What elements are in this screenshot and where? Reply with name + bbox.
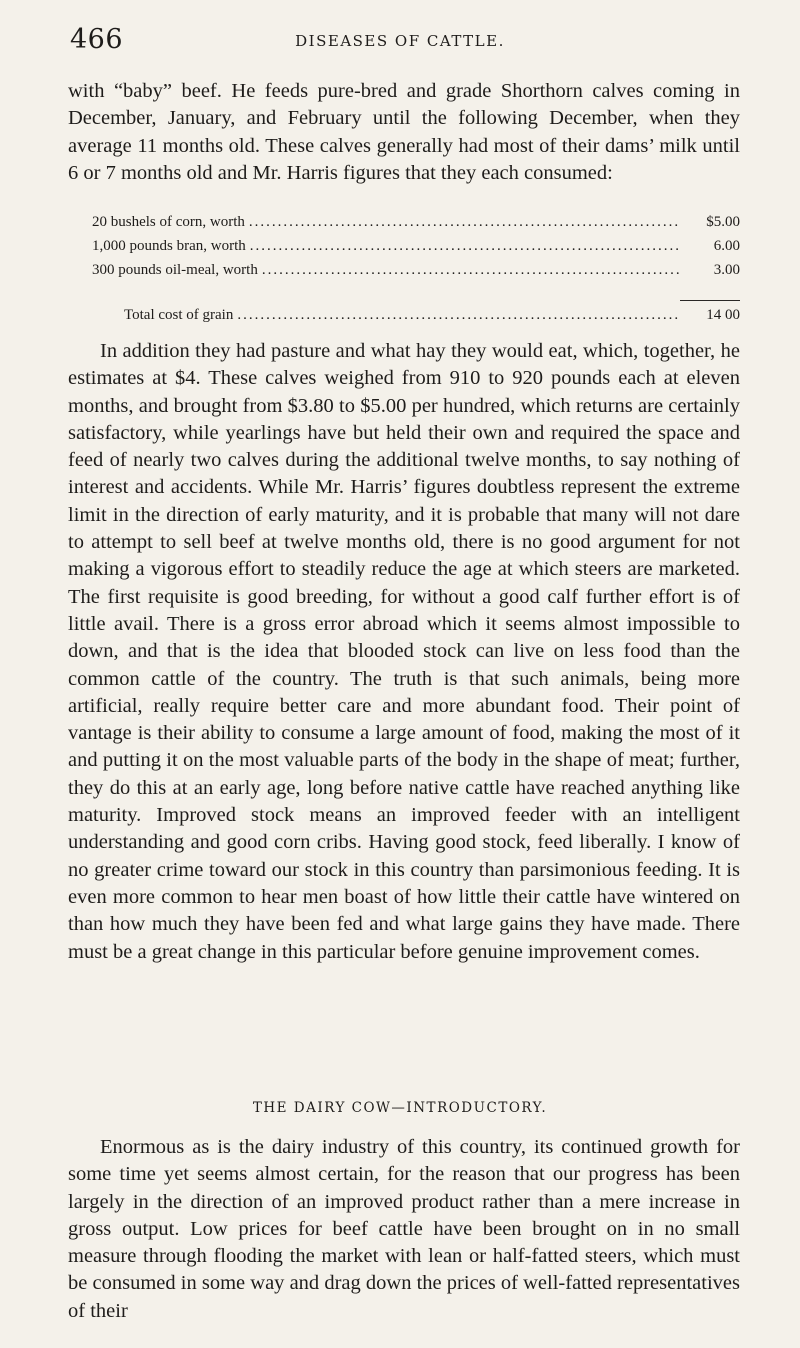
ledger-total-amount: 14 00 (706, 307, 740, 323)
ledger-label: 300 pounds oil-meal, worth (92, 262, 258, 278)
paragraph-1-block (68, 78, 740, 187)
paragraph-1: with “baby” beef. He feeds pure-bred and grade Shorthorn calves coming in December, January, and February until the following December, when they average 11 months old. These calves generally had most of their dams’ milk until 6 or 7 months old and Mr. Harris figures that they each consumed: (68, 80, 740, 184)
paragraph-3-block (68, 1134, 740, 1325)
ledger-total-label: Total cost of grain (124, 307, 234, 323)
ledger-amount: $5.00 (706, 214, 740, 230)
ledger-row-bran (92, 238, 740, 262)
ledger-label: 20 bushels of corn, worth (92, 214, 245, 230)
leader-dots (262, 262, 680, 279)
leader-dots (250, 238, 680, 255)
cost-ledger (92, 214, 740, 331)
section-heading: THE DAIRY COW—INTRODUCTORY. (252, 1100, 548, 1116)
page-number: 466 (70, 24, 124, 55)
ledger-row-oil-meal (92, 262, 740, 286)
total-rule (680, 300, 740, 301)
paragraph-2: In addition they had pasture and what hay they would eat, which, together, he estimates at $4. These calves weighed from 910 to 920 pounds each at eleven months, and brought from $3.80 to $5.00 per hundred, which returns are certainly satisfactory, while yearlings have but held their own and required the space and feed of nearly two calves during the additional twelve months, to say nothing of interest and accidents. While Mr. Harris’ figures doubtless represent the extreme limit in the direction of early maturity, and it is probable that many will not dare to attempt to sell beef at twelve months old, there is no good argument for not making a vigorous effort to steadily reduce the age at which steers are marketed. The first requisite is good breeding, for without a good calf further effort is of little avail. There is a gross error abroad which it seems almost impossible to down, and that is the idea that blooded stock can live on less food than the common cattle of the country. The truth is that such animals, being more artificial, really require better care and more abundant food. Their point of vantage is their ability to consume a large amount of food, making the most of it and putting it on the most valuable parts of the body in the shape of meat; further, they do this at an early age, long before native cattle have reached anything like maturity. Improved stock means an improved feeder with an intelligent understanding and good corn cribs. Having good stock, feed liberally. I know of no greater crime toward our stock in this country than parsimonious feeding. It is even more common to hear men boast of how little their cattle have wintered on than how much they have been fed and what large gains they have made. There must be a great change in this particular before genuine improvement comes. (68, 340, 740, 963)
running-head: DISEASES OF CATTLE. (295, 32, 505, 50)
paragraph-2-block (68, 338, 740, 966)
leader-dots (237, 307, 680, 324)
ledger-row-corn (92, 214, 740, 238)
ledger-row-total (124, 307, 740, 331)
page-header (0, 24, 800, 64)
paragraph-3: Enormous as is the dairy industry of this country, its continued growth for some time yet seems almost certain, for the reason that our progress has been largely in the direction of an improved product rather than a mere increase in gross output. Low prices for beef cattle have been brought on in no small measure through flooding the market with lean or half-fatted steers, which must be consumed in some way and drag down the prices of well-fatted representatives of their (68, 1136, 740, 1322)
ledger-label: 1,000 pounds bran, worth (92, 238, 246, 254)
leader-dots (249, 214, 680, 231)
ledger-amount: 3.00 (713, 262, 740, 278)
ledger-amount: 6.00 (713, 238, 740, 254)
